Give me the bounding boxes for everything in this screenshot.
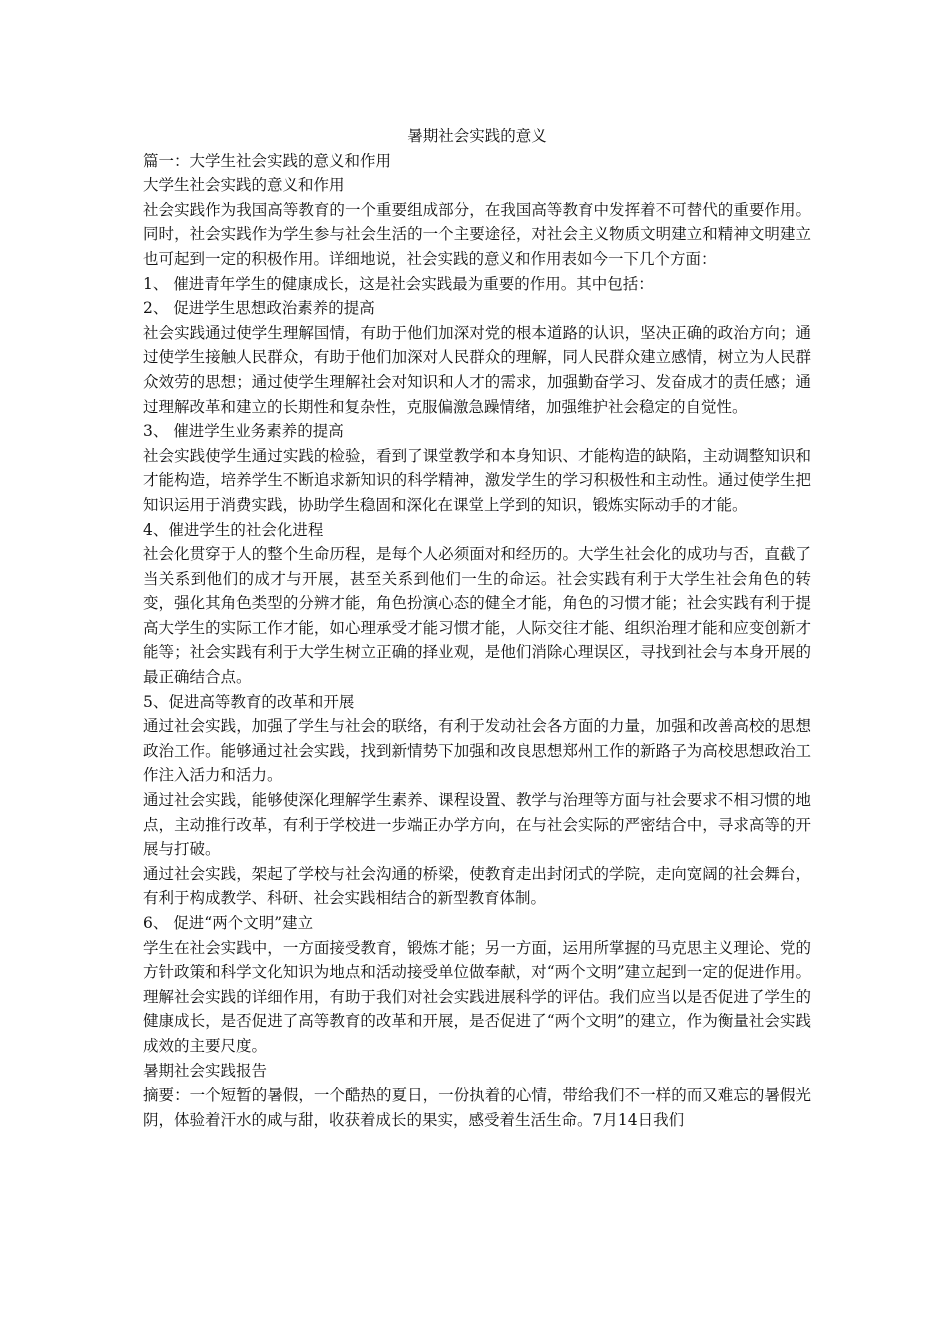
document-body (143, 124, 811, 1132)
paragraph-item-2-body: 社会实践通过使学生理解国情，有助于他们加深对党的根本道路的认识，坚决正确的政治方向；通过使学生接触人民群众，有助于他们加深对人民群众的理解，同人民群众建立感情，树立为人民群众效劳的思想；通过使学生理解社会对知识和人才的需求，加强勤奋学习、发奋成才的责任感；通过理解改革和建立的长期性和复杂性，克服偏激急躁情绪，加强维护社会稳定的自觉性。 (143, 323, 811, 416)
paragraph-item-5-body-1: 通过社会实践，加强了学生与社会的联络，有利于发动社会各方面的力量，加强和改善高校的思想政治工作。能够通过社会实践，找到新情势下加强和改良思想郑州工作的新路子为高校思想政治工作注入活力和活力。 (143, 717, 811, 785)
paragraph-item-1: 1、 催进青年学生的健康成长，这是社会实践最为重要的作用。其中包括： (143, 274, 654, 293)
paragraph-item-3: 3、 催进学生业务素养的提高 (143, 422, 344, 441)
paragraph-item-6: 6、 促进“两个文明”建立 (143, 914, 314, 932)
paragraph-subheading: 大学生社会实践的意义和作用 (143, 176, 345, 195)
paragraph-intro: 社会实践作为我国高等教育的一个重要组成部分，在我国高等教育中发挥着不可替代的重要作用。同时，社会实践作为学生参与社会生活的一个主要途径，对社会主义物质文明建立和精神文明建立也可起到一定的积极作用。详细地说，社会实践的意义和作用表如今一下几个方面： (143, 200, 811, 268)
paragraph-item-5-body-2: 通过社会实践，能够使深化理解学生素养、课程设置、教学与治理等方面与社会要求不相习惯的地点，主动推行改革，有利于学校进一步端正办学方向，在与社会实际的严密结合中，寻求高等的开展与打破。 (143, 791, 811, 859)
paragraph-item-5: 5、促进高等教育的改革和开展 (143, 692, 355, 711)
paragraph-item-4-body: 社会化贯穿于人的整个生命历程，是每个人必须面对和经历的。大学生社会化的成功与否，直截了当关系到他们的成才与开展，甚至关系到他们一生的命运。社会实践有利于大学生社会角色的转变，强化其角色类型的分辨才能，角色扮演心态的健全才能，角色的习惯才能；社会实践有利于提高大学生的实际工作才能，如心理承受才能习惯才能，人际交往才能、组织治理才能和应变创新才能等；社会实践有利于大学生树立正确的择业观，是他们消除心理误区，寻找到社会与本身开展的最正确结合点。 (143, 545, 811, 687)
paragraph-item-3-body: 社会实践使学生通过实践的检验，看到了课堂教学和本身知识、才能构造的缺陷，主动调整知识和才能构造，培养学生不断追求新知识的科学精神，激发学生的学习积极性和主动性。通过使学生把知识运用于消费实践，协助学生稳固和深化在课堂上学到的知识，锻炼实际动手的才能。 (143, 446, 811, 514)
paragraph-report-abstract: 摘要：一个短暂的暑假，一个酷热的夏日，一份执着的心情，带给我们不一样的而又难忘的暑假光阴，体验着汗水的咸与甜，收获着成长的果实，感受着生活生命。7月14日我们 (143, 1086, 811, 1129)
paragraph-report-heading: 暑期社会实践报告 (143, 1061, 268, 1080)
paragraph-item-2: 2、 促进学生思想政治素养的提高 (143, 299, 375, 318)
paragraph-section-heading: 篇一：大学生社会实践的意义和作用 (143, 151, 392, 170)
paragraph-item-4: 4、催进学生的社会化进程 (143, 520, 324, 539)
document-title: 暑期社会实践的意义 (407, 127, 547, 145)
paragraph-item-5-body-3: 通过社会实践，架起了学校与社会沟通的桥梁，使教育走出封闭式的学院，走向宽阔的社会舞台，有利于构成教学、科研、社会实践相结合的新型教育体制。 (143, 864, 811, 908)
paragraph-item-6-body: 学生在社会实践中，一方面接受教育，锻炼才能；另一方面，运用所掌握的马克思主义理论、党的方针政策和科学文化知识为地点和活动接受单位做奉献，对“两个文明”建立起到一定的促进作用。理解社会实践的详细作用，有助于我们对社会实践进展科学的评估。我们应当以是否促进了学生的健康成长，是否促进了高等教育的改革和开展，是否促进了“两个文明”的建立，作为衡量社会实践成效的主要尺度。 (143, 938, 811, 1055)
